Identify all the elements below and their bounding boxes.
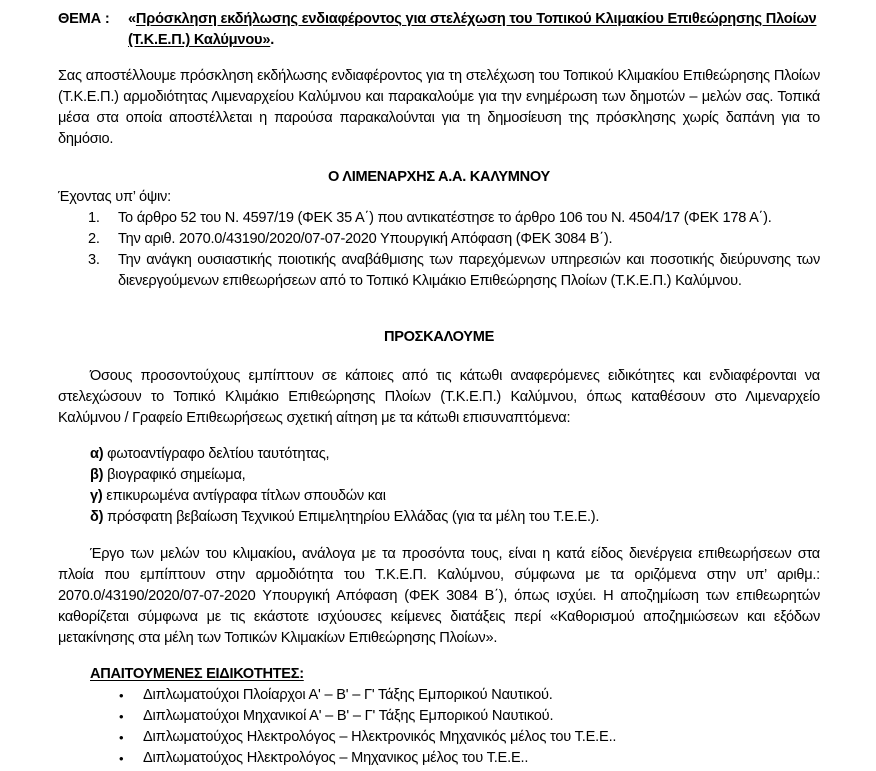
considerations-list [58,208,820,292]
subject-title-line1: Πρόσκληση εκδήλωσης ενδιαφέροντος για στελέχωση του Τοπικού Κλιμακίου Επιθεώρησης Πλοίων [135,11,817,27]
subject-open-quote: « [128,11,136,27]
invite-paragraph: Όσους προσοντούχους εμπίπτουν σε κάποιες από τις κάτωθι αναφερόμενες ειδικότητες και ενδιαφέρονται να στελεχώσουν το Τοπικό Κλιμάκιο Επιθεώρησης Πλοίων (Τ.Κ.Ε.Π.) Καλύμνου, όπως καταθέσουν στο Λιμεναρχείο Καλύμνου / Γραφείο Επιθεωρήσεως σχετική αίτηση με τα κάτωθι επισυναπτόμενα: [58,368,820,426]
authority-heading: Ο ΛΙΜΕΝΑΡΧΗΣ Α.Α. ΚΑΛΥΜΝΟΥ [328,169,550,185]
consideration-number: 1. [88,210,100,226]
consideration-item [58,229,820,250]
attachment-text: πρόσφατη βεβαίωση Τεχνικού Επιμελητηρίου Ελλάδας (για τα μέλη του Τ.Ε.Ε.). [103,509,600,525]
attachment-letter: γ) [90,488,103,504]
requirement-item [58,727,616,748]
requirements-list [58,685,616,769]
work-paragraph-part2: ανάλογα με τα προσόντα τους, είναι η κατά είδος διενέργεια επιθεωρήσεων στα πλοία που εμπίπτουν στην αρμοδιότητα του Τ.Κ.Ε.Π. Καλύμνου, σύμφωνα με τα οριζόμενα στην υπ’ αριθμ.: 2070.0/43190/2020/07-07-2020 Υπουργική Απόφαση (ΦΕΚ 3084 Β΄), όπως ισχύει. Η αποζημίωση των επιθεωρητών καθορίζεται σύμφωνα με τις εκάστοτε ισχύουσες κείμενες διατάξεις περί «Καθορισμού αποζημιώσεων και εξόδων μετακίνησης στα μέλη των Τοπικών Κλιμακίων Επιθεώρησης Πλοίων». [58,546,820,646]
consideration-text: Την ανάγκη ουσιαστικής ποιοτικής αναβάθμισης των παρεχόμενων υπηρεσιών και ποσοτικής διεύρυνσης των διενεργούμενων επιθεωρήσεων από το Τοπικό Κλιμάκιο Επιθεώρησης Πλοίων (Τ.Κ.Ε.Π.) Καλύμνου. [118,252,820,289]
requirement-item [58,748,616,769]
consideration-item [58,208,820,229]
attachment-item [90,486,599,507]
attachment-text: φωτοαντίγραφο δελτίου ταυτότητας, [103,446,330,462]
consideration-number: 3. [88,252,100,268]
subject-title [128,9,828,51]
bullet-icon: • [119,709,124,724]
consideration-text: Το άρθρο 52 του Ν. 4597/19 (ΦΕΚ 35 Α΄) που αντικατέστησε το άρθρο 106 του Ν. 4504/17 (ΦΕΚ 178 Α΄). [118,210,772,226]
consideration-number: 2. [88,231,100,247]
considering-label: Έχοντας υπ’ όψιν: [58,189,171,205]
attachment-item [90,507,599,528]
consideration-item [58,250,820,292]
subject-label: ΘΕΜΑ : [58,11,110,27]
requirement-text: Διπλωματούχος Ηλεκτρολόγος – Μηχανικος μέλος του Τ.Ε.Ε.. [143,750,529,766]
attachment-text: βιογραφικό σημείωμα, [103,467,246,483]
bullet-icon: • [119,730,124,745]
consideration-text: Την αριθ. 2070.0/43190/2020/07-07-2020 Υπουργική Απόφαση (ΦΕΚ 3084 Β΄). [118,231,613,247]
subject-period: . [270,32,275,48]
work-paragraph-bold-comma: , [291,546,296,562]
requirement-item [58,706,616,727]
requirement-text: Διπλωματούχοι Μηχανικοί Α' – Β' – Γ' Τάξης Εμπορικού Ναυτικού. [143,708,554,724]
attachment-letter: β) [90,467,104,483]
intro-paragraph: Σας αποστέλλουμε πρόσκληση εκδήλωσης ενδιαφέροντος για τη στελέχωση του Τοπικού Κλιμακίου Επιθεώρησης Πλοίων (Τ.Κ.Ε.Π.) αρμοδιότητας Λιμεναρχείου Καλύμνου και παρακαλούμε για την ενημέρωση των δημοτών – μελών σας. Τοπικά μέσα στα οποία αποστέλλεται η παρούσα παρακαλούνται για τη δημοσίευση της πρόσκλησης χωρίς δαπάνη για το δημόσιο. [58,68,820,147]
invite-heading: ΠΡΟΣΚΑΛΟΥΜΕ [383,329,495,345]
attachment-text: επικυρωμένα αντίγραφα τίτλων σπουδών και [102,488,386,504]
subject-title-line2: (Τ.Κ.Ε.Π.) Καλύμνου» [128,32,271,48]
bullet-icon: • [119,688,124,703]
requirements-heading: ΑΠΑΙΤΟΥΜΕΝΕΣ ΕΙΔΙΚΟΤΗΤΕΣ: [90,666,304,682]
attachment-letter: α) [90,446,104,462]
attachment-item [90,444,599,465]
requirement-item [58,685,616,706]
requirement-text: Διπλωματούχος Ηλεκτρολόγος – Ηλεκτρονικός Μηχανικός μέλος του Τ.Ε.Ε.. [143,729,617,745]
attachment-letter: δ) [90,509,104,525]
requirement-text: Διπλωματούχοι Πλοίαρχοι Α' – Β' – Γ' Τάξης Εμπορικού Ναυτικού. [143,687,553,703]
work-paragraph [58,544,820,649]
attachment-item [90,465,599,486]
work-paragraph-part1: Έργο των μελών του κλιμακίου [90,546,292,562]
bullet-icon: • [119,751,124,766]
attachments-list [90,444,599,528]
